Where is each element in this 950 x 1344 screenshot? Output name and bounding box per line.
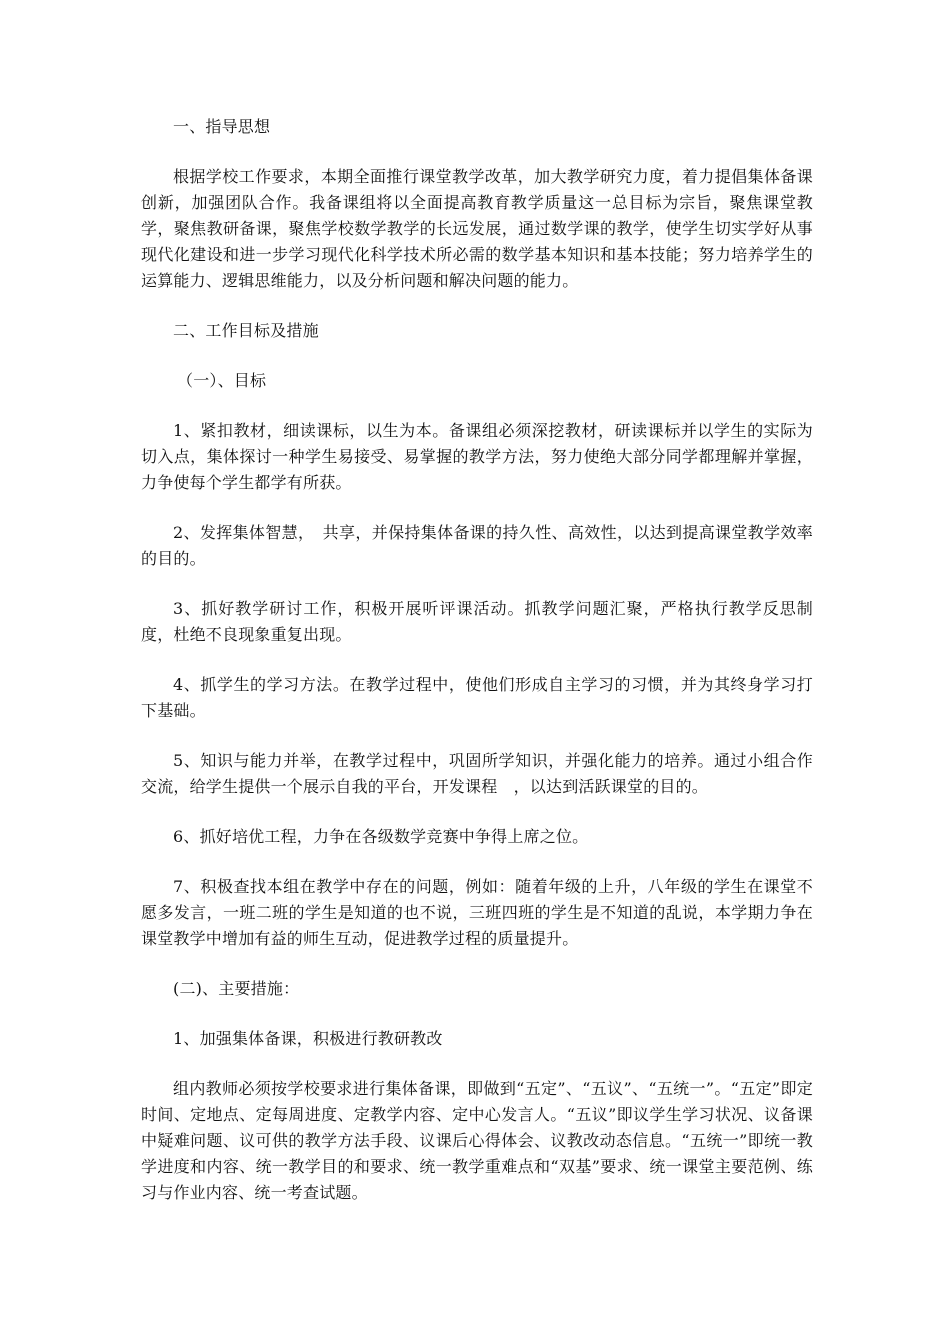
goal-item-6: 6、抓好培优工程，力争在各级数学竞赛中争得上席之位。 [173,827,589,846]
section-heading-guiding-thought: 一、指导思想 [173,117,271,136]
subheading-measures: (二)、主要措施： [173,979,300,998]
goal-item-5: 5、知识与能力并举，在教学过程中，巩固所学知识，并强化能力的培养。通过小组合作交流，给学生提供一个展示自我的平台，开发课程 ，以达到活跃课堂的目的。 [141,751,813,796]
goal-item-7: 7、积极查找本组在教学中存在的问题，例如：随着年级的上升，八年级的学生在课堂不愿多发言，一班二班的学生是知道的也不说，三班四班的学生是不知道的乱说，本学期力争在课堂教学中增加有益的师生互动，促进教学过程的质量提升。 [141,877,813,948]
subheading-goals: （一）、目标 [177,371,267,390]
goal-item-4: 4、抓学生的学习方法。在教学过程中，使他们形成自主学习的习惯，并为其终身学习打下基础。 [141,675,813,720]
goal-item-1: 1、紧扣教材，细读课标，以生为本。备课组必须深挖教材，研读课标并以学生的实际为切入点，集体探讨一种学生易接受、易掌握的教学方法，努力使绝大部分同学都理解并掌握，力争使每个学生都学有所获。 [141,421,813,492]
section-heading-goals-measures: 二、工作目标及措施 [173,321,319,340]
intro-paragraph: 根据学校工作要求，本期全面推行课堂教学改革，加大教学研究力度，着力提倡集体备课创新，加强团队合作。我备课组将以全面提高教育教学质量这一总目标为宗旨，聚焦课堂教学，聚焦教研备课，聚焦学校数学教学的长远发展，通过数学课的教学，使学生切实学好从事现代化建设和进一步学习现代化科学技术所必需的数学基本知识和基本技能；努力培养学生的运算能力、逻辑思维能力，以及分析问题和解决问题的能力。 [141,167,813,290]
goal-item-3: 3、抓好教学研讨工作，积极开展听评课活动。抓教学问题汇聚，严格执行教学反思制度，杜绝不良现象重复出现。 [141,599,813,644]
measure-1-body: 组内教师必须按学校要求进行集体备课，即做到“五定”、“五议”、“五统一”。“五定”即定时间、定地点、定每周进度、定教学内容、定中心发言人。“五议”即议学生学习状况、议备课中疑难问题、议可供的教学方法手段、议课后心得体会、议教改动态信息。“五统一”即统一教学进度和内容、统一教学目的和要求、统一教学重难点和“双基”要求、统一课堂主要范例、练习与作业内容、统一考查试题。 [141,1079,813,1202]
goal-item-2: 2、发挥集体智慧， 共享，并保持集体备课的持久性、高效性，以达到提高课堂教学效率的目的。 [141,523,813,568]
document-page [141,114,813,1206]
measure-1-title: 1、加强集体备课，积极进行教研教改 [173,1029,443,1048]
